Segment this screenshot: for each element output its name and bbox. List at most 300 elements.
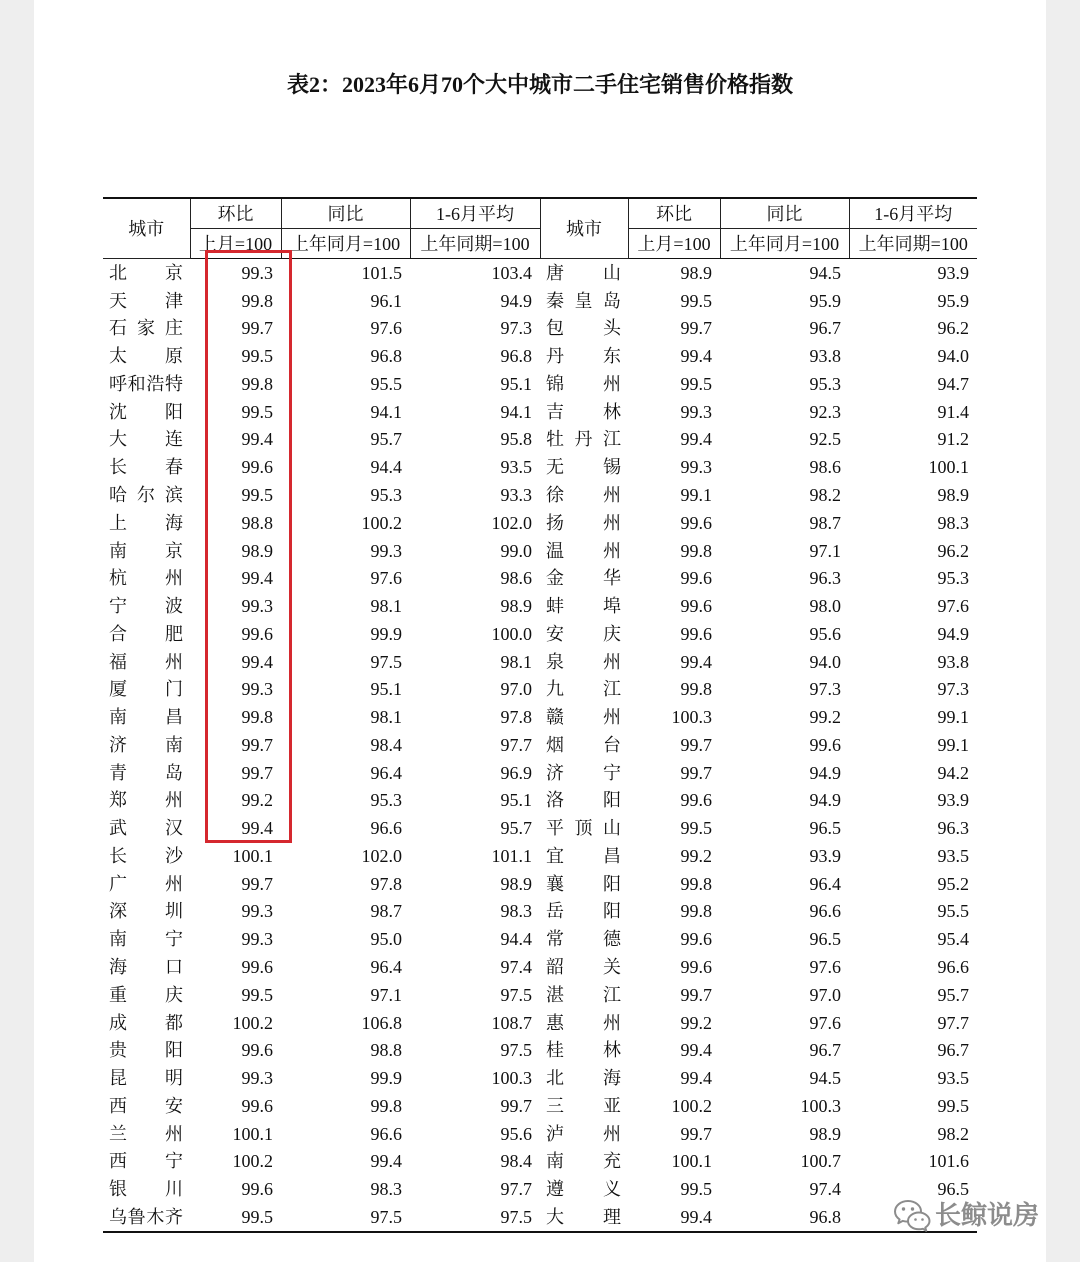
mom-value-cell: 99.7 (680, 984, 712, 1005)
avg-value-cell: 97.8 (500, 707, 532, 728)
avg-value-cell: 95.3 (937, 568, 969, 589)
city-name-cell: 郑州 (109, 790, 183, 811)
avg-value-cell: 91.4 (937, 401, 969, 422)
yoy-value-cell: 98.2 (809, 485, 841, 505)
mom-value-cell: 99.3 (241, 262, 273, 283)
city-name-cell: 包头 (546, 318, 621, 339)
mom-value-cell: 99.6 (680, 790, 712, 811)
yoy-value-cell: 102.0 (361, 845, 402, 866)
mom-value-cell: 99.4 (241, 818, 273, 839)
table-row (103, 953, 977, 981)
mom-value-cell: 99.3 (241, 596, 273, 617)
yoy-value-cell: 92.3 (809, 401, 841, 422)
yoy-value-cell: 106.8 (361, 1012, 402, 1033)
yoy-value-cell: 95.7 (370, 429, 402, 450)
table-row (103, 981, 977, 1009)
mom-value-cell: 99.6 (241, 457, 273, 478)
city-name-cell: 厦门 (109, 679, 183, 700)
highlight-box (205, 250, 292, 843)
city-name-cell: 西安 (109, 1095, 183, 1116)
avg-value-cell: 97.7 (500, 734, 532, 755)
city-name-cell: 石家庄 (109, 318, 183, 339)
avg-value-cell: 93.9 (937, 262, 969, 283)
mom-value-cell: 98.9 (241, 540, 273, 561)
mom-value-cell: 99.5 (241, 485, 273, 505)
city-name-cell: 重庆 (109, 984, 183, 1005)
mom-value-cell: 99.2 (680, 1012, 712, 1033)
header-avg-base-left: 上年同期=100 (410, 229, 540, 259)
yoy-value-cell: 95.9 (809, 290, 841, 311)
mom-value-cell: 100.2 (232, 1151, 273, 1172)
city-name-cell: 烟台 (546, 734, 621, 755)
mom-value-cell: 99.8 (241, 290, 273, 311)
avg-value-cell: 96.5 (937, 1179, 969, 1200)
city-name-cell: 济宁 (546, 762, 621, 783)
yoy-value-cell: 98.9 (809, 1123, 841, 1144)
avg-value-cell: 99.1 (937, 707, 969, 728)
city-name-cell: 丹东 (546, 346, 621, 367)
avg-value-cell: 97.3 (937, 679, 969, 700)
yoy-value-cell: 95.6 (809, 623, 841, 644)
yoy-value-cell: 96.4 (370, 957, 402, 978)
yoy-value-cell: 98.3 (370, 1179, 402, 1200)
city-name-cell: 宜昌 (546, 845, 621, 866)
mom-value-cell: 99.4 (241, 651, 273, 672)
mom-value-cell: 99.8 (680, 901, 712, 922)
mom-value-cell: 99.1 (680, 485, 712, 505)
mom-value-cell: 99.7 (241, 762, 273, 783)
yoy-value-cell: 96.5 (809, 929, 841, 950)
city-name-cell: 哈尔滨 (109, 485, 183, 505)
yoy-value-cell: 98.0 (809, 596, 841, 617)
avg-value-cell: 98.3 (500, 901, 532, 922)
city-name-cell: 宁波 (109, 596, 183, 617)
city-name-cell: 长沙 (109, 845, 183, 866)
avg-value-cell: 95.6 (500, 1123, 532, 1144)
city-name-cell: 北海 (546, 1068, 621, 1089)
avg-value-cell: 93.5 (500, 457, 532, 478)
mom-value-cell: 99.5 (241, 401, 273, 422)
avg-value-cell: 98.6 (500, 568, 532, 589)
avg-value-cell: 96.2 (937, 318, 969, 339)
yoy-value-cell: 96.5 (809, 818, 841, 839)
yoy-value-cell: 97.6 (370, 568, 402, 589)
avg-value-cell: 97.6 (937, 596, 969, 617)
avg-value-cell: 95.2 (937, 873, 969, 894)
city-name-cell: 成都 (109, 1012, 183, 1033)
mom-value-cell: 99.3 (680, 457, 712, 478)
mom-value-cell: 99.6 (680, 929, 712, 950)
city-name-cell: 扬州 (546, 512, 621, 533)
mom-value-cell: 99.8 (241, 373, 273, 394)
city-name-cell: 广州 (109, 873, 183, 894)
mom-value-cell: 99.4 (241, 429, 273, 450)
mom-value-cell: 100.1 (671, 1151, 712, 1172)
header-yoy-base-left: 上年同月=100 (281, 229, 410, 259)
mom-value-cell: 99.8 (241, 707, 273, 728)
avg-value-cell: 93.9 (937, 790, 969, 811)
avg-value-cell: 101.1 (491, 845, 532, 866)
mom-value-cell: 99.5 (241, 346, 273, 367)
yoy-value-cell: 95.3 (809, 373, 841, 394)
city-name-cell: 南宁 (109, 929, 183, 950)
mom-value-cell: 99.6 (241, 1040, 273, 1061)
mom-value-cell: 99.4 (680, 1068, 712, 1089)
yoy-value-cell: 97.6 (370, 318, 402, 339)
yoy-value-cell: 97.1 (809, 540, 841, 561)
avg-value-cell: 102.0 (491, 512, 532, 533)
avg-value-cell: 100.1 (928, 457, 969, 478)
city-name-cell: 昆明 (109, 1068, 183, 1089)
city-name-cell: 平顶山 (546, 818, 621, 839)
avg-value-cell: 94.2 (937, 762, 969, 783)
mom-value-cell: 99.4 (241, 568, 273, 589)
yoy-value-cell: 98.7 (809, 512, 841, 533)
table-row (103, 1120, 977, 1148)
city-name-cell: 兰州 (109, 1123, 183, 1144)
header-mom-right: 环比 (628, 198, 720, 229)
city-name-cell: 沈阳 (109, 401, 183, 422)
mom-value-cell: 99.7 (680, 734, 712, 755)
yoy-value-cell: 96.4 (809, 873, 841, 894)
mom-value-cell: 100.3 (671, 707, 712, 728)
yoy-value-cell: 97.8 (370, 873, 402, 894)
avg-value-cell: 99.0 (500, 540, 532, 561)
yoy-value-cell: 94.4 (370, 457, 402, 478)
header-yoy-left: 同比 (281, 198, 410, 229)
mom-value-cell: 99.8 (680, 873, 712, 894)
avg-value-cell: 96.9 (500, 762, 532, 783)
city-name-cell: 北京 (109, 262, 183, 283)
avg-value-cell: 98.9 (937, 485, 969, 505)
mom-value-cell: 99.6 (680, 568, 712, 589)
yoy-value-cell: 97.1 (370, 984, 402, 1005)
avg-value-cell: 95.7 (937, 984, 969, 1005)
yoy-value-cell: 98.8 (370, 1040, 402, 1061)
yoy-value-cell: 97.0 (809, 984, 841, 1005)
yoy-value-cell: 97.5 (281, 1203, 410, 1232)
yoy-value-cell: 95.5 (370, 373, 402, 394)
city-name-cell: 呼和浩特 (109, 373, 183, 394)
header-yoy-right: 同比 (720, 198, 849, 229)
mom-value-cell: 98.9 (680, 262, 712, 283)
city-name-cell: 三亚 (546, 1095, 621, 1116)
mom-value-cell: 99.5 (680, 373, 712, 394)
avg-value-cell: 94.7 (937, 373, 969, 394)
city-name-cell: 金华 (546, 568, 621, 589)
yoy-value-cell: 94.5 (809, 262, 841, 283)
avg-value-cell: 91.2 (937, 429, 969, 450)
city-name-cell: 乌鲁木齐 (103, 1203, 190, 1232)
city-name-cell: 洛阳 (546, 790, 621, 811)
avg-value-cell: 99.7 (500, 1095, 532, 1116)
avg-value-cell: 100.0 (491, 623, 532, 644)
city-name-cell: 牡丹江 (546, 429, 621, 450)
city-name-cell: 银川 (109, 1179, 183, 1200)
yoy-value-cell: 98.7 (370, 901, 402, 922)
city-name-cell: 南京 (109, 540, 183, 561)
yoy-value-cell: 99.9 (370, 623, 402, 644)
mom-value-cell: 99.6 (241, 1179, 273, 1200)
table-row (103, 870, 977, 898)
mom-value-cell: 99.8 (680, 679, 712, 700)
avg-value-cell: 93.3 (500, 485, 532, 505)
yoy-value-cell: 94.0 (809, 651, 841, 672)
header-mom-left: 环比 (190, 198, 281, 229)
table-row (103, 925, 977, 953)
mom-value-cell: 99.3 (680, 401, 712, 422)
mom-value-cell: 99.8 (680, 540, 712, 561)
city-name-cell: 赣州 (546, 707, 621, 728)
table-row (103, 1009, 977, 1037)
mom-value-cell: 99.7 (241, 318, 273, 339)
yoy-value-cell: 97.3 (809, 679, 841, 700)
mom-value-cell: 99.3 (241, 901, 273, 922)
header-avg-right: 1-6月平均 (849, 198, 977, 229)
avg-value-cell: 93.8 (937, 651, 969, 672)
yoy-value-cell: 92.5 (809, 429, 841, 450)
yoy-value-cell: 99.8 (370, 1095, 402, 1116)
avg-value-cell: 95.1 (500, 790, 532, 811)
watermark-text: 长鲸说房 (935, 1200, 1040, 1230)
mom-value-cell: 99.6 (680, 596, 712, 617)
yoy-value-cell: 96.7 (809, 1040, 841, 1061)
mom-value-cell: 99.4 (680, 651, 712, 672)
mom-value-cell: 99.4 (628, 1203, 720, 1232)
avg-value-cell: 94.4 (500, 929, 532, 950)
mom-value-cell: 99.6 (241, 957, 273, 978)
avg-value-cell: 97.5 (500, 1040, 532, 1061)
mom-value-cell: 99.5 (241, 984, 273, 1005)
header-city-right: 城市 (540, 198, 628, 259)
city-name-cell: 南昌 (109, 707, 183, 728)
mom-value-cell: 99.4 (680, 1040, 712, 1061)
avg-value-cell: 95.8 (500, 429, 532, 450)
yoy-value-cell: 98.6 (809, 457, 841, 478)
avg-value-cell: 98.4 (500, 1151, 532, 1172)
yoy-value-cell: 94.1 (370, 401, 402, 422)
mom-value-cell: 99.6 (680, 512, 712, 533)
avg-value-cell: 93.5 (937, 845, 969, 866)
header-mom-base-right: 上月=100 (628, 229, 720, 259)
header-row-1 (103, 198, 977, 229)
avg-value-cell: 98.2 (937, 1123, 969, 1144)
city-name-cell: 韶关 (546, 957, 621, 978)
city-name-cell: 西宁 (109, 1151, 183, 1172)
yoy-value-cell: 96.4 (370, 762, 402, 783)
yoy-value-cell: 99.3 (370, 540, 402, 561)
header-mom-base-left: 上月=100 (190, 229, 281, 259)
city-name-cell: 蚌埠 (546, 596, 621, 617)
mom-value-cell: 99.5 (680, 1179, 712, 1200)
yoy-value-cell: 93.9 (809, 845, 841, 866)
yoy-value-cell: 96.8 (370, 346, 402, 367)
avg-value-cell: 99.5 (937, 1095, 969, 1116)
yoy-value-cell: 99.4 (370, 1151, 402, 1172)
table-row (103, 1036, 977, 1064)
mom-value-cell: 99.6 (241, 1095, 273, 1116)
yoy-value-cell: 96.8 (720, 1203, 849, 1232)
city-name-cell: 合肥 (109, 623, 183, 644)
city-name-cell: 青岛 (109, 762, 183, 783)
avg-value-cell: 96.7 (937, 1040, 969, 1061)
city-name-cell: 无锡 (546, 457, 621, 478)
city-name-cell: 太原 (109, 346, 183, 367)
mom-value-cell: 99.4 (680, 346, 712, 367)
header-avg-left: 1-6月平均 (410, 198, 540, 229)
avg-value-cell: 97.7 (500, 1179, 532, 1200)
avg-value-cell: 94.9 (500, 290, 532, 311)
avg-value-cell: 97.4 (500, 957, 532, 978)
header-yoy-base-right: 上年同月=100 (720, 229, 849, 259)
yoy-value-cell: 94.9 (809, 762, 841, 783)
city-name-cell: 泉州 (546, 651, 621, 672)
avg-value-cell: 97.7 (937, 1012, 969, 1033)
avg-value-cell: 100.3 (491, 1068, 532, 1089)
yoy-value-cell: 95.3 (370, 790, 402, 811)
avg-value-cell: 93.5 (937, 1068, 969, 1089)
avg-value-cell: 98.3 (937, 512, 969, 533)
table-row (103, 842, 977, 870)
mom-value-cell: 99.7 (241, 873, 273, 894)
avg-value-cell: 96.3 (937, 818, 969, 839)
avg-value-cell: 95.5 (937, 901, 969, 922)
table-row (103, 1064, 977, 1092)
yoy-value-cell: 98.4 (370, 734, 402, 755)
avg-value-cell: 98.1 (500, 651, 532, 672)
avg-value-cell: 96.2 (937, 540, 969, 561)
mom-value-cell: 100.2 (232, 1012, 273, 1033)
avg-value-cell: 96.8 (500, 346, 532, 367)
wechat-icon (892, 1198, 932, 1232)
avg-value-cell: 95.7 (500, 818, 532, 839)
avg-value-cell: 97.5 (410, 1203, 540, 1232)
mom-value-cell: 99.6 (680, 957, 712, 978)
table-row (103, 1203, 977, 1232)
yoy-value-cell: 93.8 (809, 346, 841, 367)
city-name-cell: 贵阳 (109, 1040, 183, 1061)
avg-value-cell: 103.4 (491, 262, 532, 283)
mom-value-cell: 99.2 (241, 790, 273, 811)
city-name-cell: 徐州 (546, 485, 621, 505)
city-name-cell: 天津 (109, 290, 183, 311)
yoy-value-cell: 99.2 (809, 707, 841, 728)
city-name-cell: 大连 (109, 429, 183, 450)
mom-value-cell: 99.7 (680, 318, 712, 339)
city-name-cell: 常德 (546, 929, 621, 950)
city-name-cell: 杭州 (109, 568, 183, 589)
yoy-value-cell: 96.6 (809, 901, 841, 922)
table-row (103, 1148, 977, 1176)
city-name-cell: 长春 (109, 457, 183, 478)
yoy-value-cell: 97.5 (370, 651, 402, 672)
table-title: 表2：2023年6月70个大中城市二手住宅销售价格指数 (286, 72, 793, 97)
yoy-value-cell: 100.2 (361, 512, 402, 533)
avg-value-cell: 108.7 (491, 1012, 532, 1033)
avg-value-cell: 95.1 (500, 373, 532, 394)
mom-value-cell: 99.7 (241, 734, 273, 755)
yoy-value-cell: 99.9 (370, 1068, 402, 1089)
mom-value-cell: 99.3 (241, 679, 273, 700)
yoy-value-cell: 94.9 (809, 790, 841, 811)
city-name-cell: 上海 (109, 512, 183, 533)
mom-value-cell: 99.5 (680, 290, 712, 311)
yoy-value-cell: 96.6 (370, 1123, 402, 1144)
city-name-cell: 泸州 (546, 1123, 621, 1144)
avg-value-cell: 98.9 (500, 873, 532, 894)
watermark (892, 1197, 1039, 1233)
city-name-cell: 惠州 (546, 1012, 621, 1033)
city-name-cell: 湛江 (546, 984, 621, 1005)
avg-value-cell: 97.0 (500, 679, 532, 700)
yoy-value-cell: 96.3 (809, 568, 841, 589)
table-row (103, 1175, 977, 1203)
avg-value-cell: 94.9 (937, 623, 969, 644)
yoy-value-cell: 96.7 (809, 318, 841, 339)
city-name-cell: 唐山 (546, 262, 621, 283)
avg-value-cell: 95.4 (937, 929, 969, 950)
city-name-cell: 九江 (546, 679, 621, 700)
city-name-cell: 南充 (546, 1151, 621, 1172)
yoy-value-cell: 94.5 (809, 1068, 841, 1089)
city-name-cell: 桂林 (546, 1040, 621, 1061)
header-avg-base-right: 上年同期=100 (849, 229, 977, 259)
city-name-cell: 海口 (109, 957, 183, 978)
avg-value-cell: 94.0 (937, 346, 969, 367)
mom-value-cell: 100.1 (232, 1123, 273, 1144)
avg-value-cell: 96.6 (937, 957, 969, 978)
mom-value-cell: 99.6 (680, 623, 712, 644)
yoy-value-cell: 97.4 (809, 1179, 841, 1200)
city-name-cell: 大理 (540, 1203, 628, 1232)
mom-value-cell: 99.5 (190, 1203, 281, 1232)
mom-value-cell: 100.1 (232, 845, 273, 866)
city-name-cell: 温州 (546, 540, 621, 561)
city-name-cell: 济南 (109, 734, 183, 755)
avg-value-cell: 99.1 (937, 734, 969, 755)
city-name-cell: 襄阳 (546, 873, 621, 894)
avg-value-cell: 101.6 (928, 1151, 969, 1172)
city-name-cell: 武汉 (109, 818, 183, 839)
header-city-left: 城市 (103, 198, 190, 259)
yoy-value-cell: 95.3 (370, 485, 402, 505)
avg-value-cell: 94.1 (500, 401, 532, 422)
city-name-cell: 岳阳 (546, 901, 621, 922)
mom-value-cell: 99.5 (680, 818, 712, 839)
avg-value-cell: 98.9 (500, 596, 532, 617)
city-name-cell: 秦皇岛 (546, 290, 621, 311)
city-name-cell: 深圳 (109, 901, 183, 922)
city-name-cell: 福州 (109, 651, 183, 672)
mom-value-cell: 99.3 (241, 1068, 273, 1089)
mom-value-cell: 99.7 (680, 762, 712, 783)
mom-value-cell: 99.4 (680, 429, 712, 450)
mom-value-cell: 98.8 (241, 512, 273, 533)
table-row (103, 1092, 977, 1120)
yoy-value-cell: 100.7 (800, 1151, 841, 1172)
city-name-cell: 锦州 (546, 373, 621, 394)
city-name-cell: 安庆 (546, 623, 621, 644)
avg-value-cell: 95.9 (937, 290, 969, 311)
mom-value-cell: 99.3 (241, 929, 273, 950)
yoy-value-cell: 99.6 (809, 734, 841, 755)
yoy-value-cell: 97.6 (809, 1012, 841, 1033)
city-name-cell: 遵义 (546, 1179, 621, 1200)
yoy-value-cell: 100.3 (800, 1095, 841, 1116)
yoy-value-cell: 98.1 (370, 707, 402, 728)
yoy-value-cell: 98.1 (370, 596, 402, 617)
yoy-value-cell: 101.5 (361, 262, 402, 283)
